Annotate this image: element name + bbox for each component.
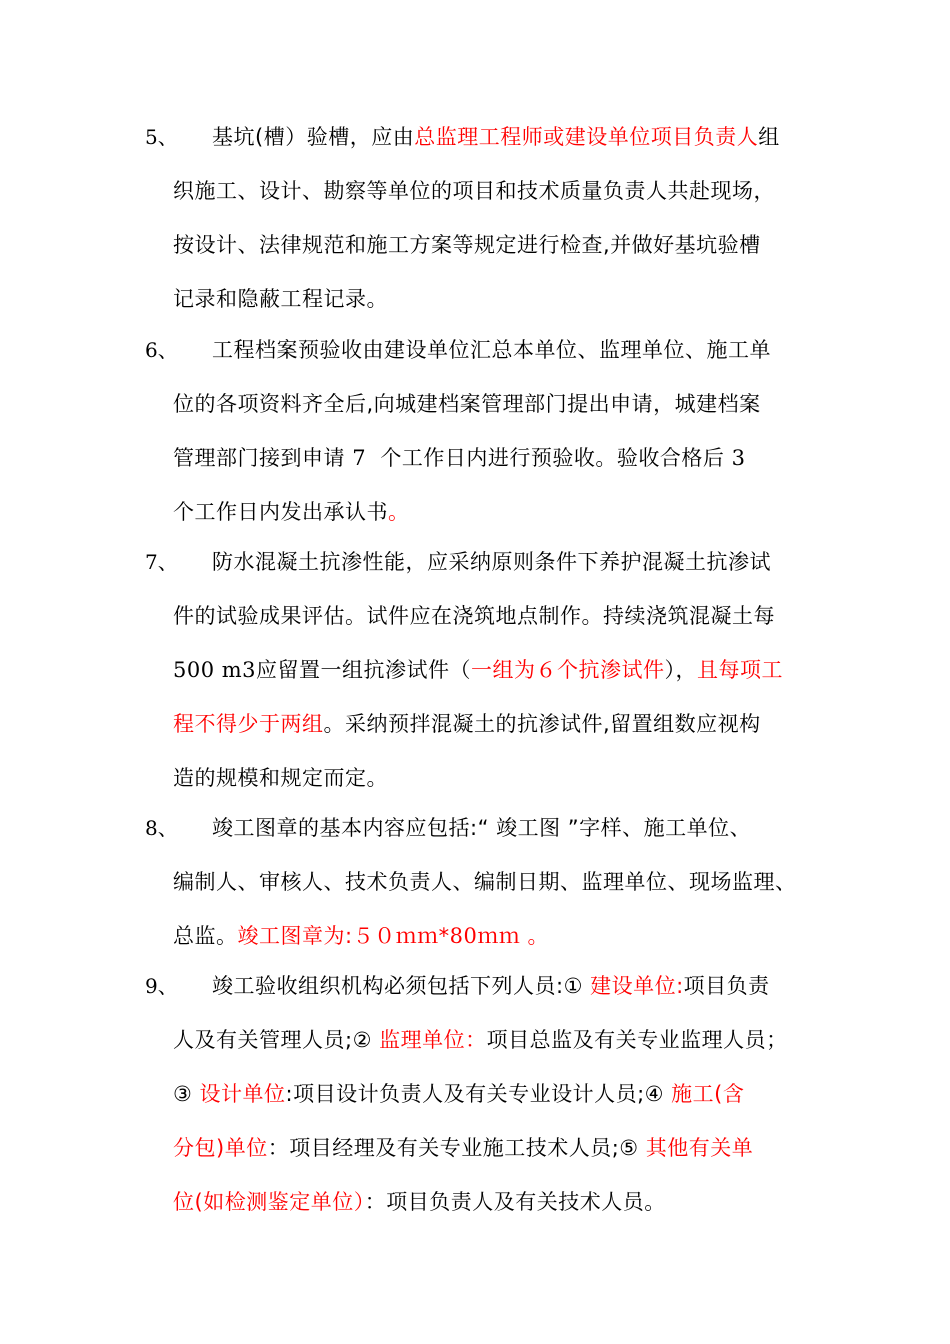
item-number: 5、 (145, 125, 178, 149)
text-line (212, 970, 770, 1002)
highlighted-text: 分包)单位 (173, 1136, 268, 1160)
text-run: 织施工、设计、勘察等单位的项目和技术质量负责人共赴现场， (173, 179, 775, 203)
text-run: 项目负责 (683, 974, 770, 998)
highlighted-text: 建设单位: (590, 974, 684, 998)
highlighted-text: 监理单位： (379, 1028, 487, 1052)
number-run: 500 m3 (173, 658, 257, 682)
text-run: 。采纳预拌混凝土的抗渗试件,留置组数应视构 (323, 712, 761, 736)
text-line (173, 496, 410, 528)
text-run: 组 (758, 125, 780, 149)
text-run: ：项目负责人及有关技术人员。 (364, 1190, 666, 1214)
text-run: :项目设计负责人及有关专业设计人员;④ (285, 1082, 672, 1106)
text-run: 位的各项资料齐全后,向城建档案管理部门提出申请，城建档案 (173, 392, 761, 416)
text-line (173, 229, 761, 261)
text-run: 个工作日内发出承认书 (173, 500, 388, 524)
highlighted-number: 80 (449, 924, 478, 948)
highlighted-text: 一组为６个抗渗试件 (471, 658, 665, 682)
text-run: 编制人、审核人、技术负责人、编制日期、监理单位、现场监理、 (173, 870, 797, 894)
text-run: 防水混凝土抗渗性能，应采纳原则条件下养护混凝土抗渗试 (212, 550, 771, 574)
text-run: ）， (664, 658, 698, 682)
text-run: 人及有关管理人员;② (173, 1028, 380, 1052)
text-line (173, 175, 775, 207)
number-run: 7 (352, 446, 367, 470)
text-line (173, 708, 761, 740)
text-run: 个工作日内进行预验收。验收合格后 (366, 446, 732, 470)
text-run: 造的规模和规定而定。 (173, 766, 388, 790)
item-number: 6、 (145, 338, 178, 362)
highlighted-text: 且每项工 (697, 658, 784, 682)
item-number: 7、 (145, 550, 178, 574)
highlighted-text: 总监理工程师或建设单位项目负责人 (414, 125, 759, 149)
text-run: 件的试验成果评估。试件应在浇筑地点制作。持续浇筑混凝土每 (173, 604, 775, 628)
text-run: 竣工验收组织机构必须包括下列人员:① (212, 974, 591, 998)
text-run: 管理部门接到申请 (173, 446, 353, 470)
text-line (212, 334, 771, 366)
highlighted-text: 竣工图章为:５０ｍｍ* (237, 924, 450, 948)
text-line (173, 1024, 788, 1056)
text-run: ：项目经理及有关专业施工技术人员;⑤ (267, 1136, 646, 1160)
highlighted-text: 程不得少于两组 (173, 712, 324, 736)
text-line (173, 762, 388, 794)
highlighted-text: 。 (388, 500, 410, 524)
item-number: 8、 (145, 816, 178, 840)
text-line (212, 121, 780, 153)
highlighted-text: ｍｍ 。 (477, 924, 549, 948)
highlighted-text: 其他有关单 (645, 1136, 754, 1160)
text-line (173, 1132, 753, 1164)
text-line (212, 546, 771, 578)
text-line (173, 442, 745, 474)
text-line (173, 388, 761, 420)
text-line (173, 1078, 744, 1110)
text-run: 基坑(槽）验槽，应由 (212, 125, 415, 149)
text-line (173, 866, 797, 898)
text-run: 项目总监及有关专业监理人员； (486, 1028, 788, 1052)
text-run: ③ (173, 1082, 200, 1106)
text-line (173, 920, 549, 952)
text-line (173, 654, 783, 686)
text-line (173, 600, 775, 632)
text-line (173, 283, 388, 315)
text-run: 总监。 (173, 924, 238, 948)
highlighted-text: 位(如检测鉴定单位） (173, 1190, 365, 1214)
text-line (173, 1186, 666, 1218)
text-run: 按设计、法律规范和施工方案等规定进行检查,并做好基坑验槽 (173, 233, 761, 257)
text-run: 记录和隐蔽工程记录。 (173, 287, 388, 311)
number-run: 3 (731, 446, 746, 470)
text-line (212, 812, 751, 844)
highlighted-text: 施工(含 (671, 1082, 745, 1106)
highlighted-text: 设计单位 (199, 1082, 286, 1106)
text-run: 工程档案预验收由建设单位汇总本单位、监理单位、施工单 (212, 338, 771, 362)
text-run: 竣工图章的基本内容应包括:“ 竣工图 ”字样、施工单位、 (212, 816, 752, 840)
item-number: 9、 (145, 974, 178, 998)
text-run: 应留置一组抗渗试件（ (256, 658, 472, 682)
